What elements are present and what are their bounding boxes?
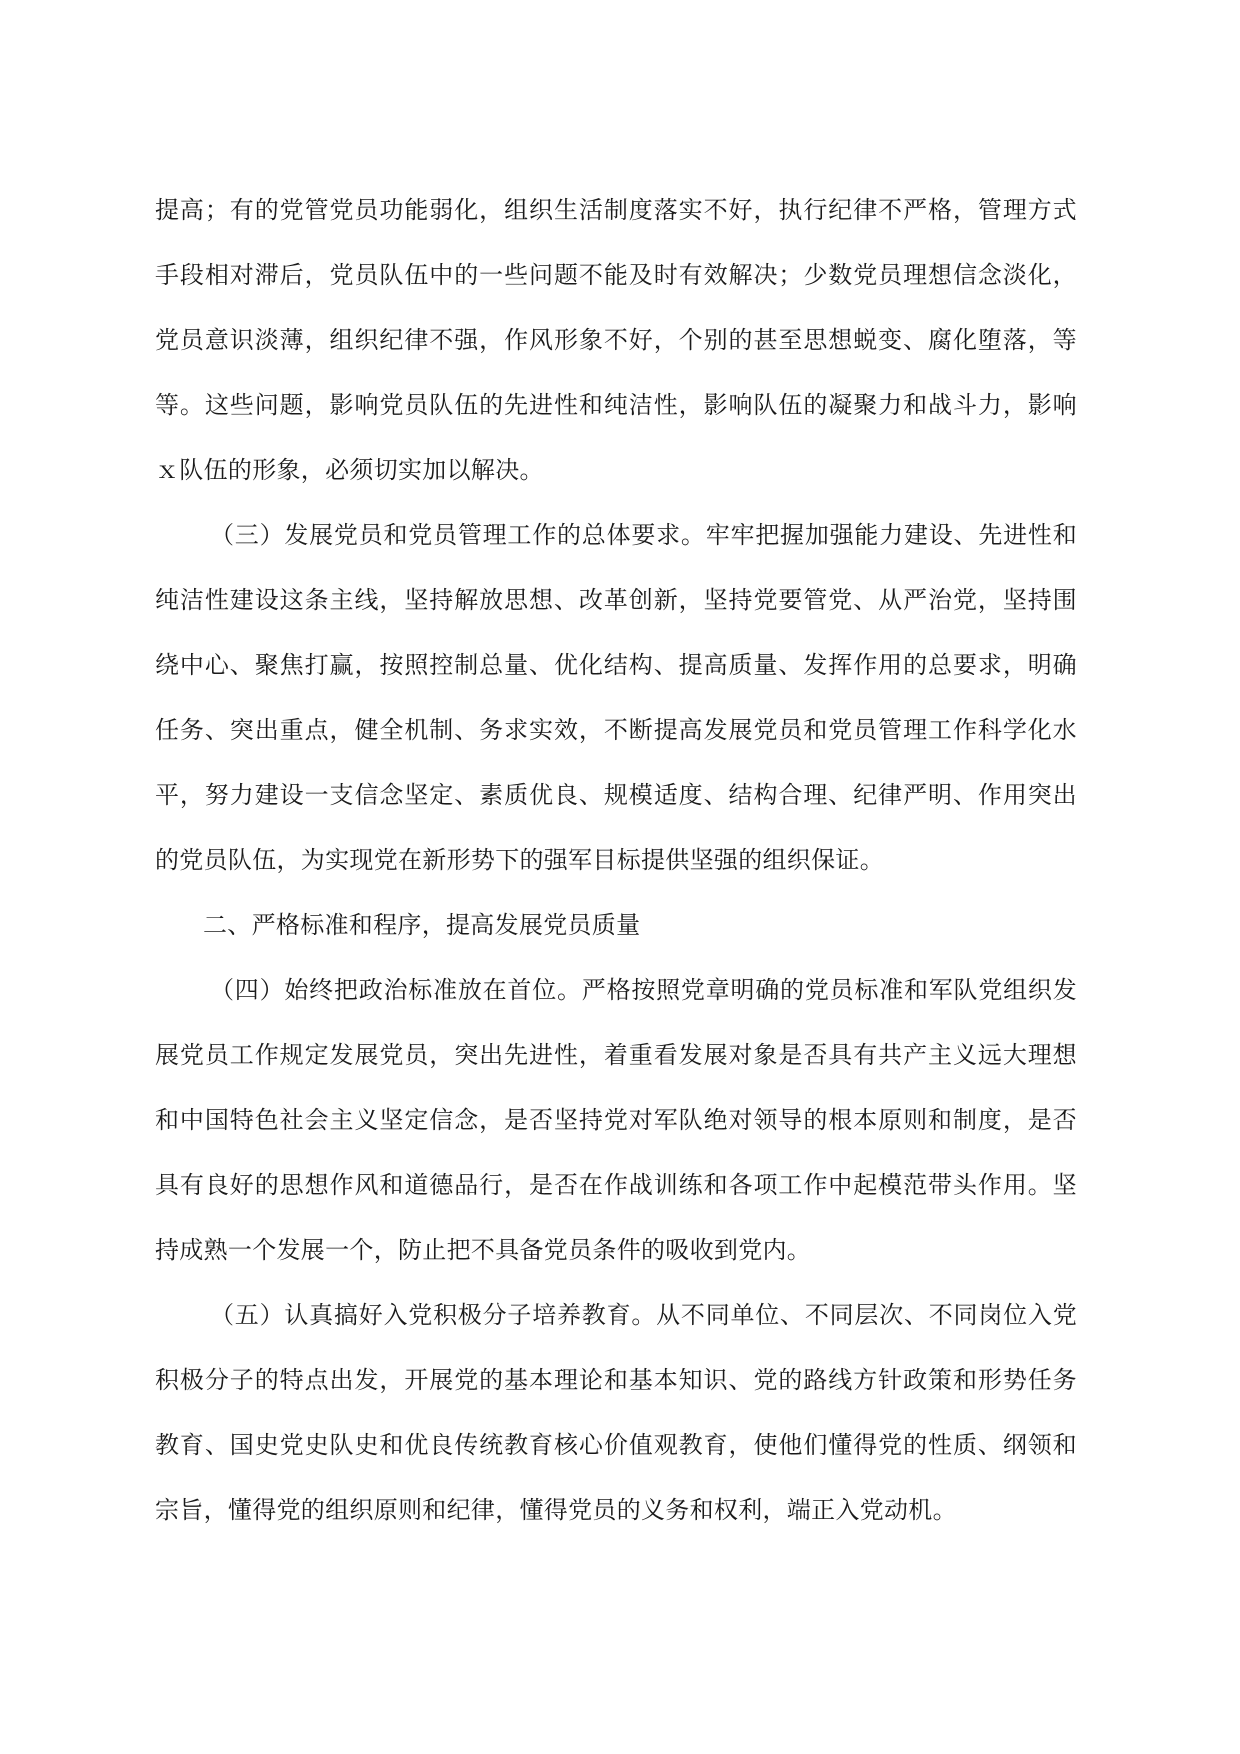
- paragraph-continuation: 提高；有的党管党员功能弱化，组织生活制度落实不好，执行纪律不严格，管理方式手段相对滞后，党员队伍中的一些问题不能及时有效解决；少数党员理想信念淡化，党员意识淡薄，组织纪律不强，作风形象不好，个别的甚至思想蜕变、腐化堕落，等等。这些问题，影响党员队伍的先进性和纯洁性，影响队伍的凝聚力和战斗力，影响ｘ队伍的形象，必须切实加以解决。: [155, 196, 1077, 484]
- paragraph-section-4: （四）始终把政治标准放在首位。严格按照党章明确的党员标准和军队党组织发展党员工作规定发展党员，突出先进性，着重看发展对象是否具有共产主义远大理想和中国特色社会主义坚定信念，是否坚持党对军队绝对领导的根本原则和制度，是否具有良好的思想作风和道德品行，是否在作战训练和各项工作中起模范带头作用。坚持成熟一个发展一个，防止把不具备党员条件的吸收到党内。: [155, 976, 1077, 1264]
- document-body: [155, 178, 1077, 1543]
- paragraph-section-3: （三）发展党员和党员管理工作的总体要求。牢牢把握加强能力建设、先进性和纯洁性建设这条主线，坚持解放思想、改革创新，坚持党要管党、从严治党，坚持围绕中心、聚焦打赢，按照控制总量、优化结构、提高质量、发挥作用的总要求，明确任务、突出重点，健全机制、务求实效，不断提高发展党员和党员管理工作科学化水平，努力建设一支信念坚定、素质优良、规模适度、结构合理、纪律严明、作用突出的党员队伍，为实现党在新形势下的强军目标提供坚强的组织保证。: [155, 521, 1077, 874]
- section-heading-2: 二、严格标准和程序，提高发展党员质量: [203, 911, 641, 939]
- paragraph-section-5: （五）认真搞好入党积极分子培养教育。从不同单位、不同层次、不同岗位入党积极分子的特点出发，开展党的基本理论和基本知识、党的路线方针政策和形势任务教育、国史党史队史和优良传统教育核心价值观教育，使他们懂得党的性质、纲领和宗旨，懂得党的组织原则和纪律，懂得党员的义务和权利，端正入党动机。: [155, 1301, 1077, 1524]
